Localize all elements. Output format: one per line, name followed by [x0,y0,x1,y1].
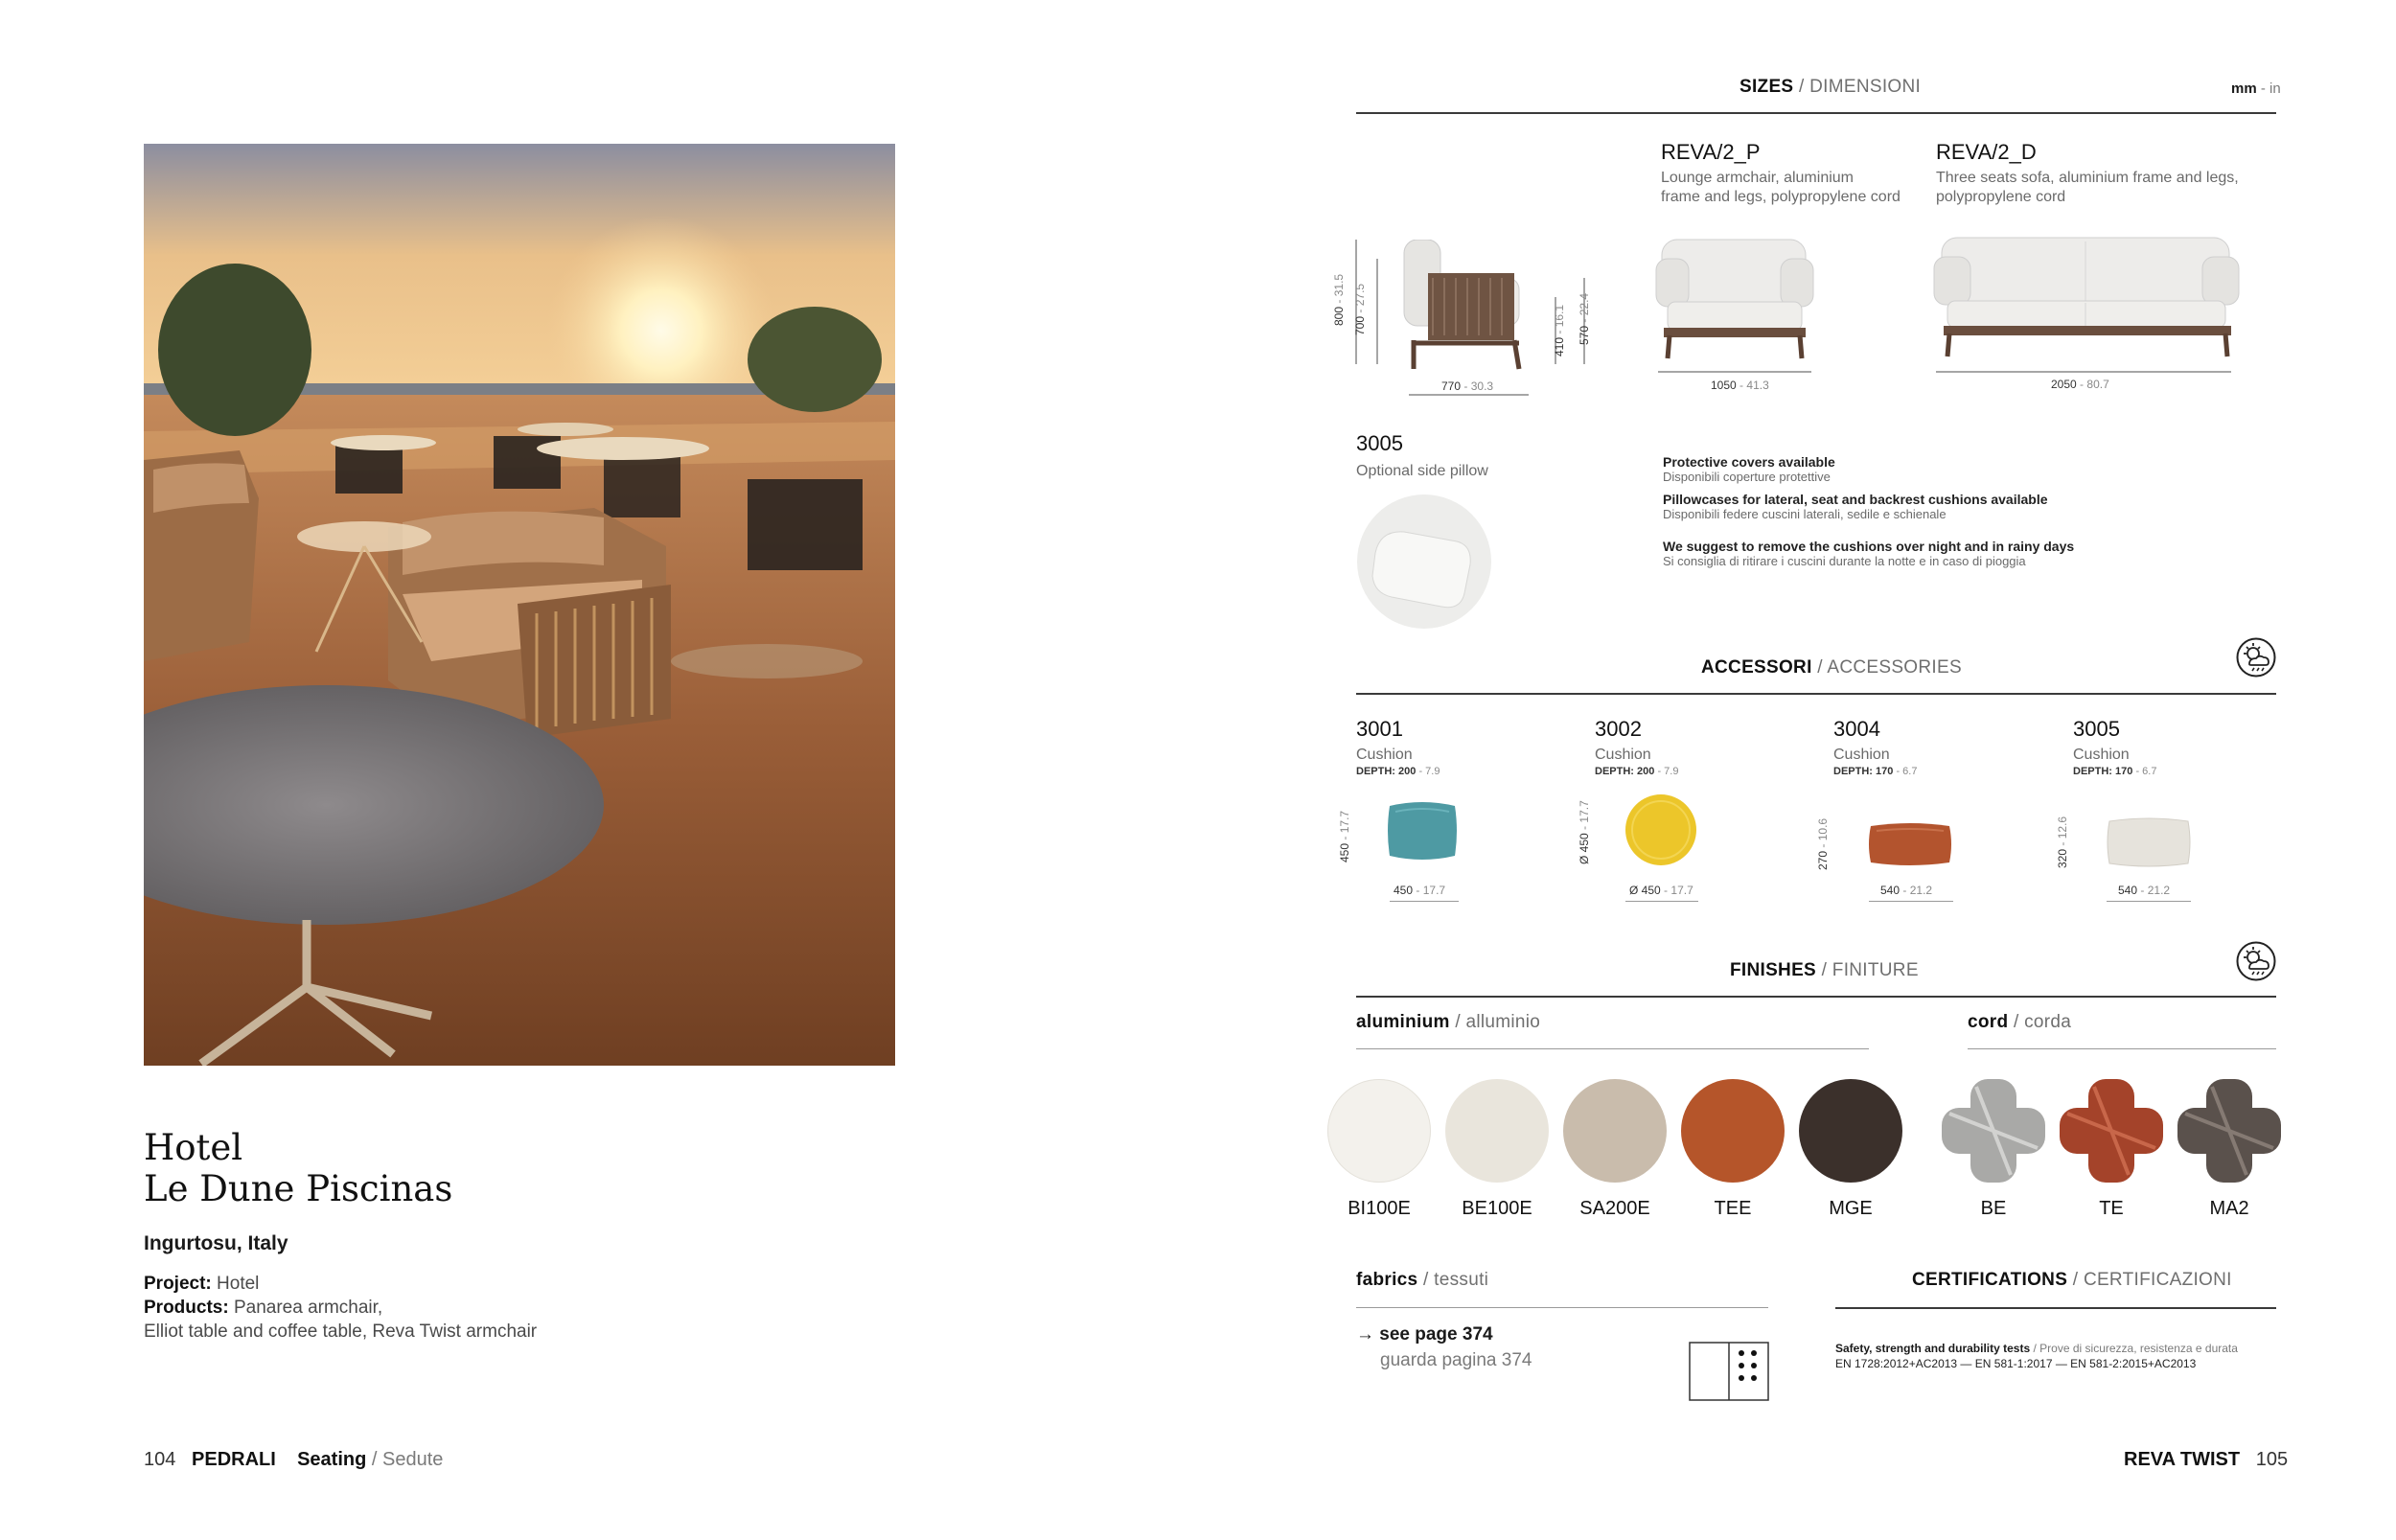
pillow-code: 3005 [1356,431,1403,455]
weather-icon [2236,637,2276,682]
note-3-bold: We suggest to remove the cushions over night and in rainy days [1663,539,2075,554]
cushion-3005-image [2106,817,2192,872]
cord-light: / corda [2013,1012,2072,1032]
dim-inch: 30.3 [1470,379,1494,393]
see-page-light: guarda pagina 374 [1380,1350,1532,1370]
cord-rule [1968,1048,2276,1049]
swatch-te-label: TE [2099,1198,2124,1219]
accessory-item-3001 [1356,717,1440,777]
depth-value: 170 [1876,766,1894,777]
accessory-name: Cushion [1595,747,1651,763]
aluminium-bold: aluminium [1356,1012,1450,1032]
dim-inch: 17.7 [1578,800,1591,823]
project-value: Hotel [217,1274,260,1294]
finishes-heading [1730,960,1919,981]
hotel-location: Ingurtosu, Italy [144,1232,288,1254]
dim-line [1390,901,1459,902]
reva-d-desc-2: polypropylene cord [1936,189,2066,205]
depth-inch: 7.9 [1425,766,1440,777]
sizes-heading-light: / DIMENSIONI [1799,77,1922,97]
reva-p-desc-1: Lounge armchair, aluminium [1661,170,1854,186]
dim-line [2107,901,2191,902]
swatch-sa200e [1563,1079,1667,1183]
care-notes [1663,454,2074,568]
reva-p-width: 1050 - 41.3 [1711,379,1769,392]
certifications-line-2: EN 1728:2012+AC2013 — EN 581-1:2017 — EN 581-2:2015+AC2013 [1835,1357,2197,1370]
swatch-be100e [1445,1079,1549,1183]
swatch-ma2-label: MA2 [2209,1198,2249,1219]
accessory-name: Cushion [2073,747,2130,763]
dim-value: 450 [1338,842,1351,862]
armchair-seat-height: 410 - 16.1 [1553,304,1566,356]
dim-inch: 22.4 [1578,292,1591,316]
cord-bold: cord [1968,1012,2009,1032]
units-mm: mm [2231,80,2257,97]
cushion-3004-width: 540 - 21.2 [1880,884,1933,897]
page-number-right: 105 [2255,1449,2289,1470]
fabrics-light: / tessuti [1423,1270,1489,1290]
weather-icon [2236,941,2276,986]
units-label [2231,80,2281,97]
dim-inch: 17.7 [1422,884,1446,897]
accessories-heading [1701,657,1962,678]
accessory-depth: DEPTH: 170 - 6.7 [1833,766,1918,777]
pillow-image [1356,494,1492,634]
accessory-item-3005 [2073,717,2156,777]
dim-inch: 12.6 [2056,816,2069,839]
swatch-bi100e-label: BI100E [1348,1198,1411,1219]
accessory-code: 3001 [1356,717,1403,741]
depth-value: 170 [2115,766,2133,777]
accessory-depth: DEPTH: 170 - 6.7 [2073,766,2157,777]
project-line [144,1272,259,1297]
sizes-heading [1739,77,1921,98]
reva-d-desc-1: Three seats sofa, aluminium frame and legs, [1936,170,2239,186]
products-line [144,1296,382,1321]
accessory-name: Cushion [1356,747,1413,763]
fabrics-rule [1356,1307,1768,1308]
swatch-be-label: BE [1980,1198,2007,1219]
see-page-bold: see page 374 [1379,1324,1493,1345]
armchair-arm-height: 570 - 22.4 [1578,292,1591,345]
dim-value: 1050 [1711,379,1737,392]
reva-p-code: REVA/2_P [1661,140,1761,164]
dim-inch: 10.6 [1816,817,1830,841]
arrow-right-icon: → [1356,1324,1374,1345]
dim-value: 770 [1441,379,1462,393]
depth-inch: 7.9 [1664,766,1679,777]
category-bold: Seating [297,1449,367,1470]
note-1-light: Disponibili coperture protettive [1663,470,1831,484]
certifications-line-1 [1835,1342,2238,1355]
depth-inch: 6.7 [2142,766,2157,777]
accessory-code: 3004 [1833,717,1880,741]
reva-p-front-drawing [1648,230,1821,379]
units-in: - in [2260,80,2281,97]
cushion-3001-width: 450 - 17.7 [1394,884,1446,897]
aluminium-light: / alluminio [1455,1012,1541,1032]
reva-p-desc-2: frame and legs, polypropylene cord [1661,189,1901,205]
swatch-sa200e-label: SA200E [1579,1198,1650,1219]
see-page-link[interactable] [1356,1324,1493,1345]
armchair-height-back: 700 - 27.5 [1353,283,1367,335]
footer-left [144,1449,443,1471]
footer-right [2124,1449,2288,1471]
dim-value: 540 [2118,884,2138,897]
dim-value: 700 [1353,315,1367,335]
cushion-3002-image [1624,793,1698,872]
dim-value: 570 [1578,325,1591,345]
armchair-depth: 770 - 30.3 [1441,379,1494,393]
dim-value: 320 [2056,848,2069,868]
dim-value: Ø 450 [1578,833,1591,864]
swatch-be100e-label: BE100E [1462,1198,1532,1219]
dim-inch: 21.2 [1909,884,1933,897]
armchair-height-total: 800 - 31.5 [1332,273,1346,326]
cushion-3004-height: 270 - 10.6 [1816,817,1830,870]
swatch-ma2 [2177,1079,2281,1187]
category-light: / Sedute [371,1449,444,1470]
dim-value: 2050 [2051,378,2077,391]
swatch-be [1942,1079,2045,1187]
cushion-3001-height: 450 - 17.7 [1338,810,1351,862]
accessory-depth: DEPTH: 200 - 7.9 [1595,766,1679,777]
note-2-light: Disponibili federe cuscini laterali, sedile e schienale [1663,507,1947,521]
swatch-bi100e [1327,1079,1431,1183]
dim-inch: 27.5 [1353,283,1367,307]
reva-d-width: 2050 - 80.7 [2051,378,2109,391]
depth-inch: 6.7 [1902,766,1918,777]
fabric-sample-icon [1689,1342,1769,1406]
fabrics-heading [1356,1270,1488,1291]
dim-inch: 16.1 [1553,304,1566,328]
dim-value: Ø 450 [1629,884,1661,897]
dim-inch: 17.7 [1670,884,1693,897]
note-3-light: Si consiglia di ritirare i cuscini durante la notte e in caso di pioggia [1663,554,2026,568]
swatch-tee [1681,1079,1785,1183]
finishes-heading-light: / FINITURE [1821,960,1919,980]
dim-inch: 21.2 [2147,884,2171,897]
cushion-3001-image [1386,798,1459,863]
project-label: Project: [144,1274,212,1294]
certifications-rule [1835,1307,2276,1309]
certifications-light: / CERTIFICAZIONI [2072,1270,2232,1290]
dim-inch: 41.3 [1746,379,1769,392]
products-value: Panarea armchair, [233,1298,383,1318]
dim-value: 540 [1880,884,1901,897]
brand-name: PEDRALI [192,1449,276,1470]
certifications-heading [1912,1270,2232,1291]
accessory-code: 3002 [1595,717,1642,741]
dim-inch: 17.7 [1338,810,1351,834]
dim-value: 410 [1553,336,1566,356]
depth-label: DEPTH: [2073,766,2112,777]
swatch-mge-label: MGE [1829,1198,1873,1219]
dim-value: 800 [1332,306,1346,326]
dim-line [1869,901,1953,902]
cushion-3005-height: 320 - 12.6 [2056,816,2069,868]
dim-line [1625,901,1698,902]
finishes-heading-bold: FINISHES [1730,960,1817,980]
depth-label: DEPTH: [1833,766,1873,777]
hotel-title-line-2: Le Dune Piscinas [144,1168,453,1209]
dim-inch: 31.5 [1332,273,1346,297]
hotel-terrace-photo [144,144,895,1066]
sizes-heading-bold: SIZES [1739,77,1794,97]
cert-bold: Safety, strength and durability tests [1835,1342,2031,1355]
page-number-left: 104 [144,1449,176,1470]
cushion-3002-height: Ø 450 - 17.7 [1578,800,1591,864]
depth-value: 200 [1637,766,1655,777]
dim-value: 270 [1816,850,1830,870]
reva-d-code: REVA/2_D [1936,140,2037,164]
hotel-title-line-1: Hotel [144,1127,243,1168]
dim-inch: 80.7 [2086,378,2109,391]
cushion-3004-image [1867,822,1953,871]
accessory-item-3002 [1595,717,1678,777]
cert-light: / Prove di sicurezza, resistenza e durata [2033,1342,2238,1355]
cord-subheading [1968,1012,2071,1033]
accessories-heading-bold: ACCESSORI [1701,657,1812,678]
accessory-code: 3005 [2073,717,2120,741]
swatch-tee-label: TEE [1714,1198,1752,1219]
note-2-bold: Pillowcases for lateral, seat and backrest cushions available [1663,492,2048,507]
accessory-depth: DEPTH: 200 - 7.9 [1356,766,1440,777]
sizes-rule [1356,112,2276,114]
fabrics-bold: fabrics [1356,1270,1418,1290]
products-line-2: Elliot table and coffee table, Reva Twist armchair [144,1322,538,1342]
finishes-rule [1356,996,2276,998]
accessory-name: Cushion [1833,747,1890,763]
pillow-desc: Optional side pillow [1356,463,1488,479]
accessories-rule [1356,693,2276,695]
reva-d-front-drawing [1926,230,2243,379]
accessories-heading-light: / ACCESSORIES [1817,657,1962,678]
cushion-3002-width: Ø 450 - 17.7 [1629,884,1693,897]
depth-value: 200 [1398,766,1417,777]
swatch-te [2060,1079,2163,1187]
products-label: Products: [144,1298,229,1318]
product-name: REVA TWIST [2124,1449,2241,1470]
depth-label: DEPTH: [1356,766,1395,777]
aluminium-rule [1356,1048,1869,1049]
dim-value: 450 [1394,884,1414,897]
certifications-bold: CERTIFICATIONS [1912,1270,2068,1290]
depth-label: DEPTH: [1595,766,1634,777]
aluminium-subheading [1356,1012,1540,1033]
swatch-mge [1799,1079,1902,1183]
accessory-item-3004 [1833,717,1917,777]
note-1-bold: Protective covers available [1663,454,1835,470]
cushion-3005-width: 540 - 21.2 [2118,884,2171,897]
